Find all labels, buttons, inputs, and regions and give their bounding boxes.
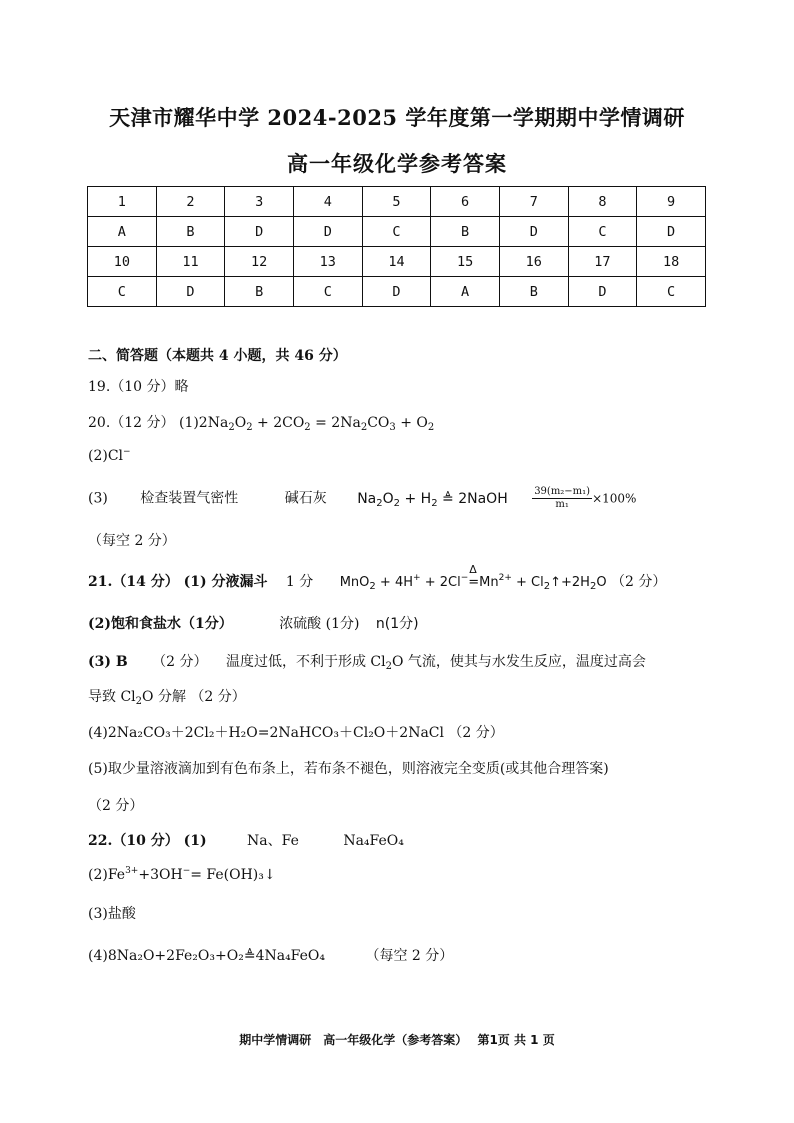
answer-table-row bbox=[88, 217, 706, 247]
q21-line7: （2 分） bbox=[88, 798, 144, 814]
answer-table-cell: B bbox=[499, 277, 568, 307]
q22-line2: $(2)Fe^{3+}+3OH^-=$ Fe(OH)₃↓ bbox=[88, 866, 276, 883]
answer-table-cell: D bbox=[293, 217, 362, 247]
answer-table-cell: 4 bbox=[293, 187, 362, 217]
q21-line3: (3) B （2 分） 温度过低，不利于形成 $Cl_2O$ 气流，使其与水发生反应，温度过高会 bbox=[88, 654, 646, 672]
answer-table bbox=[87, 186, 706, 307]
q22-line4: (4)8Na₂O+2Fe₂O₃+O₂≜4Na₄FeO₄ （每空 2 分） bbox=[88, 948, 454, 964]
document-title: 天津市耀华中学 2024-2025 学年度第一学期期中学情调研 bbox=[109, 105, 685, 130]
answer-table-cell: B bbox=[225, 277, 294, 307]
answer-table-cell: 11 bbox=[156, 247, 225, 277]
answer-table-cell: D bbox=[225, 217, 294, 247]
page-footer: 期中学情调研 高一年级化学（参考答案） 第1页 共 1 页 bbox=[239, 1033, 555, 1047]
answer-table-cell: 6 bbox=[431, 187, 500, 217]
answer-table-cell: D bbox=[568, 277, 637, 307]
q20-line2: (2)Cl− bbox=[88, 447, 131, 464]
answer-table-cell: 8 bbox=[568, 187, 637, 217]
q20-line3: (3) 检查装置气密性 碱石灰 $Na_2O_2 + H_2$ ≜ 2NaOH $\frac{\text{39(m₂−m₁)}}{\text{m₁}}$ ×100% bbox=[88, 486, 637, 510]
answer-table-cell: 2 bbox=[156, 187, 225, 217]
q21-line2: (2)饱和食盐水（1分） 浓硫酸 (1分) n(1分) bbox=[88, 616, 419, 632]
answer-table-cell: 9 bbox=[637, 187, 706, 217]
answer-table-cell: 5 bbox=[362, 187, 431, 217]
answer-table-cell: 1 bbox=[88, 187, 157, 217]
answer-table-cell: 7 bbox=[499, 187, 568, 217]
answer-table-row bbox=[88, 247, 706, 277]
answer-table-cell: C bbox=[637, 277, 706, 307]
q20-note: （每空 2 分） bbox=[88, 533, 176, 549]
q21-line1: 21.（14 分） (1) 分液漏斗 1 分 MnO$_2$ + 4H+ + 2Cl− Δ $=Mn^{2+}$ + $Cl_2↑+2H_2O$ （2 分） bbox=[88, 563, 667, 592]
answer-table-cell: 12 bbox=[225, 247, 294, 277]
section-heading: 二、简答题（本题共 4 小题，共 46 分） bbox=[88, 348, 347, 364]
answer-table-cell: 17 bbox=[568, 247, 637, 277]
answer-table-cell: C bbox=[362, 217, 431, 247]
answer-table-cell: C bbox=[88, 277, 157, 307]
answer-table-cell: 3 bbox=[225, 187, 294, 217]
answer-table-cell: 15 bbox=[431, 247, 500, 277]
q19-answer: 19.（10 分）略 bbox=[88, 379, 189, 395]
answer-table-cell: 18 bbox=[637, 247, 706, 277]
yield-fraction: $\frac{\text{39(m₂−m₁)}}{\text{m₁}}$ bbox=[534, 486, 591, 510]
q22-line3: (3)盐酸 bbox=[88, 906, 136, 922]
q21-line5: (4)2Na₂CO₃＋2Cl₂＋H₂O=2NaHCO₃＋Cl₂O＋2NaCl （2 分） bbox=[88, 725, 504, 741]
q20-line1: 20.（12 分） $(1)2Na_2O_2 + 2CO_2 = 2Na_2CO_3 + O_2$ bbox=[88, 415, 435, 433]
answer-table-row bbox=[88, 277, 706, 307]
answer-table-cell: B bbox=[431, 217, 500, 247]
answer-table-cell: A bbox=[431, 277, 500, 307]
q21-line4: 导致 $Cl_2O$ 分解 （2 分） bbox=[88, 689, 246, 707]
answer-table-cell: C bbox=[568, 217, 637, 247]
answer-table-cell: 10 bbox=[88, 247, 157, 277]
answer-table-cell: D bbox=[156, 277, 225, 307]
answer-table-row bbox=[88, 187, 706, 217]
answer-table-cell: A bbox=[88, 217, 157, 247]
answer-table-cell: 14 bbox=[362, 247, 431, 277]
answer-table-cell: D bbox=[499, 217, 568, 247]
answer-table-cell: D bbox=[362, 277, 431, 307]
answer-table-cell: D bbox=[637, 217, 706, 247]
answer-table-cell: 16 bbox=[499, 247, 568, 277]
answer-table-cell: 13 bbox=[293, 247, 362, 277]
answer-table-cell: B bbox=[156, 217, 225, 247]
q22-line1: 22.（10 分） (1) Na、Fe Na₄FeO₄ bbox=[88, 833, 404, 849]
document-subtitle: 高一年级化学参考答案 bbox=[287, 151, 507, 176]
q21-line6: (5)取少量溶液滴加到有色布条上，若布条不褪色，则溶液完全变质(或其他合理答案) bbox=[88, 761, 609, 777]
answer-table-cell: C bbox=[293, 277, 362, 307]
